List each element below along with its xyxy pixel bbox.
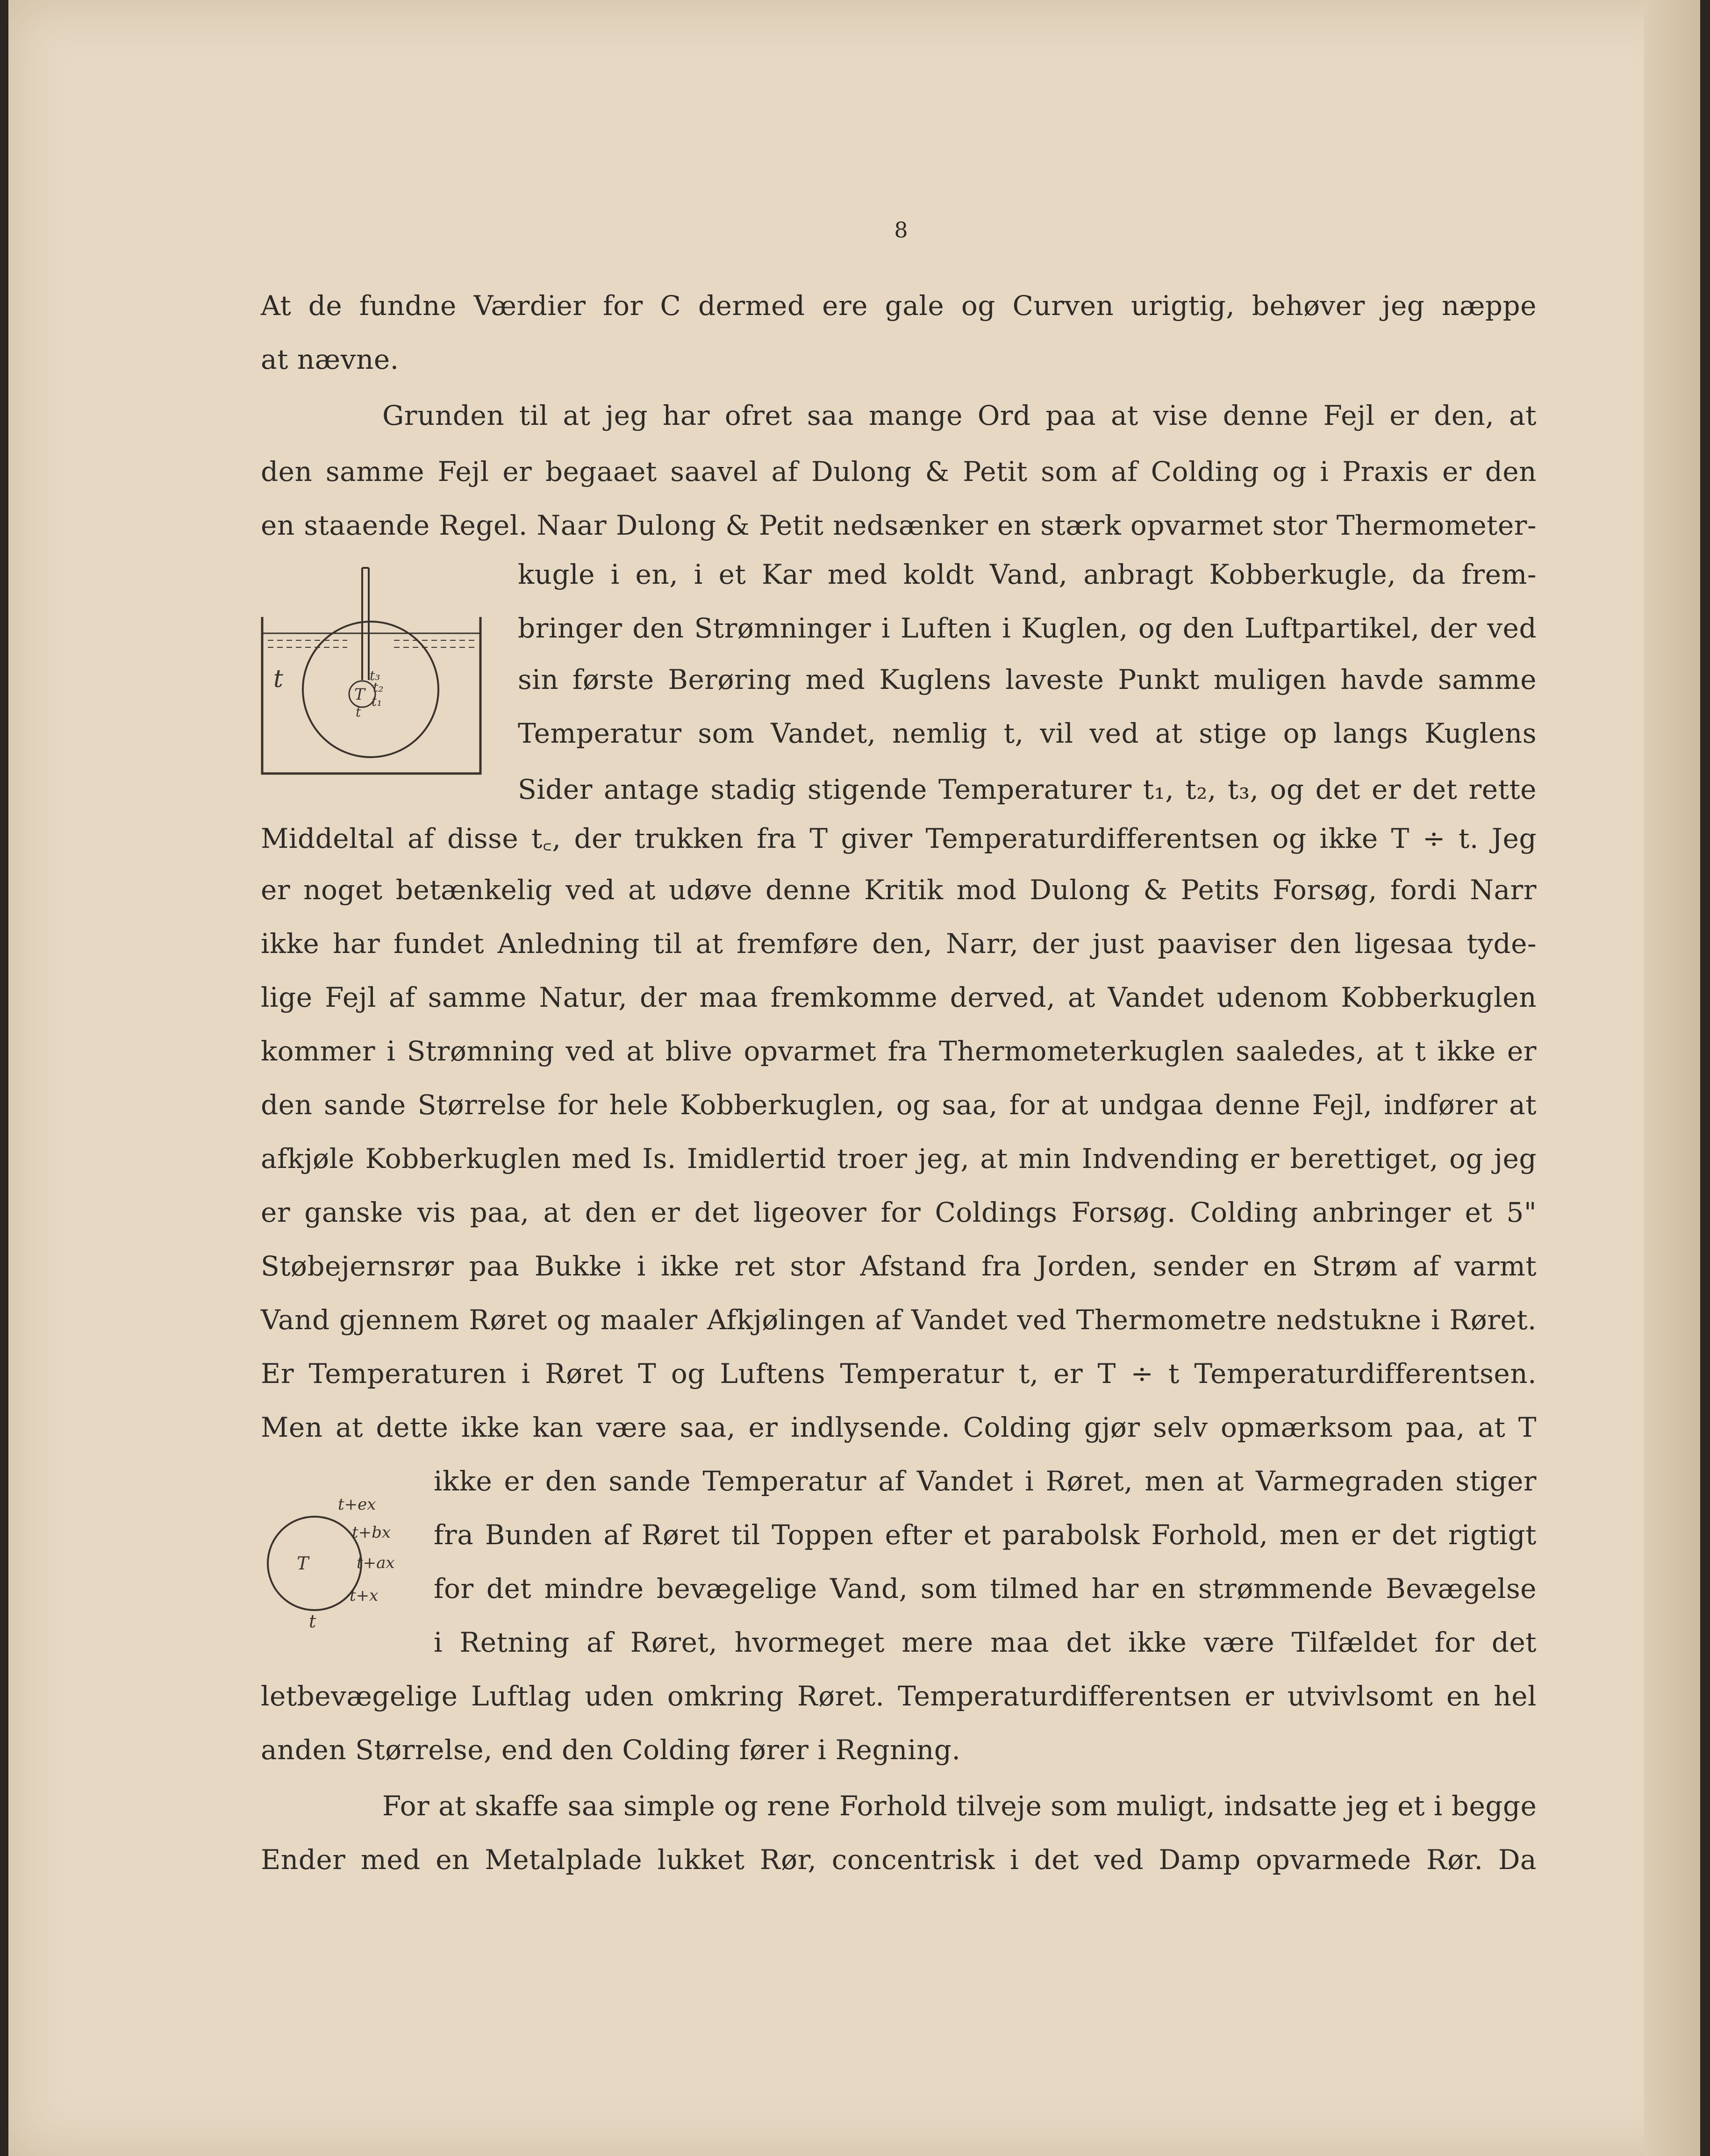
text-line: lige Fejl af samme Natur, der maa fremkomme derved, at Vandet udenom Kobberkuglen [261,981,1537,1013]
label-t-outer: t [273,665,283,693]
text-line: afkjøle Kobberkuglen med Is. Imidlertid troer jeg, at min Indvending er berettiget, og jeg [261,1143,1537,1175]
text-line: ikke har fundet Anledning til at fremføre den, Narr, der just paaviser den ligesaa tyde- [261,928,1537,960]
text-line: en staaende Regel. Naar Dulong & Petit nedsænker en stærk opvarmet stor Thermometer- [261,509,1537,541]
label-t-ex: t+ex [338,1495,376,1514]
label-t1: t₁ [372,694,382,709]
text-line: Støbejernsrør paa Bukke i ikke ret stor Afstand fra Jorden, sender en Strøm af varmt [261,1250,1537,1282]
text-line: Sider antage stadig stigende Temperaturer t₁, t₂, t₃, og det er det rette [518,774,1537,805]
text-line: Men at dette ikke kan være saa, er indlysende. Colding gjør selv opmærksom paa, at T [261,1411,1537,1443]
label-t-x: t+x [350,1586,379,1605]
text-line: for det mindre bevægelige Vand, som tilmed har en strømmende Bevægelse [434,1573,1537,1604]
text-line: den samme Fejl er begaaet saavel af Dulong & Petit som af Colding og i Praxis er den [261,456,1537,487]
figure-pipe-section [258,1486,427,1636]
label-t-ax: t+ax [357,1554,395,1572]
text-line: bringer den Strømninger i Luften i Kuglen, og den Luftpartikel, der ved [518,612,1537,644]
text-line: Vand gjennem Røret og maaler Afkjølingen af Vandet ved Thermometre nedstukne i Røret. [261,1304,1537,1336]
text-line: Ender med en Metalplade lukket Rør, concentrisk i det ved Damp opvarmede Rør. Da [261,1844,1537,1876]
text-line: kugle i en, i et Kar med koldt Vand, anbragt Kobberkugle, da frem- [518,559,1537,590]
text-line: anden Størrelse, end den Colding fører i Regning. [261,1734,961,1766]
text-line: er noget betænkelig ved at udøve denne Kritik mod Dulong & Petits Forsøg, fordi Narr [261,874,1537,906]
text-line: kommer i Strømning ved at blive opvarmet fra Thermometerkuglen saaledes, at t ikke er [261,1035,1537,1067]
label-t-bx: t+bx [352,1523,391,1542]
label-t-bottom: t [309,1611,316,1632]
page-number: 8 [894,217,908,243]
text-line: at nævne. [261,344,399,375]
text-line: fra Bunden af Røret til Toppen efter et parabolsk Forhold, men er det rigtigt [434,1519,1537,1551]
label-T: T [297,1553,309,1574]
text-line: Middeltal af disse t꜀, der trukken fra T giver Temperaturdifferentsen og ikke T ÷ t. Jeg [261,823,1537,854]
book-page [8,0,1700,2156]
label-t3: t₃ [370,668,380,683]
label-t2: t₂ [373,680,384,695]
text-line: er ganske vis paa, at den er det ligeover for Coldings Forsøg. Colding anbringer et 5" [261,1196,1537,1228]
text-line: i Retning af Røret, hvormeget mere maa det ikke være Tilfældet for det [434,1626,1537,1658]
text-line: letbevægelige Luftlag uden omkring Røret. Temperaturdifferentsen er utvivlsomt en hel [261,1680,1537,1712]
figure-vessel-sphere [258,568,483,778]
text-line: Er Temperaturen i Røret T og Luftens Temperatur t, er T ÷ t Temperaturdifferentsen. [261,1358,1537,1390]
page-edge [1644,0,1700,2156]
text-line: At de fundne Værdier for C dermed ere gale og Curven urigtig, behøver jeg næppe [261,290,1537,322]
label-T: T [354,685,365,704]
text-line: ikke er den sande Temperatur af Vandet i Røret, men at Varmegraden stiger [434,1465,1537,1497]
text-line: sin første Berøring med Kuglens laveste Punkt muligen havde samme [518,664,1537,695]
text-line: Temperatur som Vandet, nemlig t, vil ved at stige op langs Kuglens [518,717,1537,749]
text-line: For at skaffe saa simple og rene Forhold tilveje som muligt, indsatte jeg et i begge [382,1790,1537,1822]
label-t-inner: t [356,704,361,720]
text-line: Grunden til at jeg har ofret saa mange Ord paa at vise denne Fejl er den, at [382,400,1537,431]
text-line: den sande Størrelse for hele Kobberkuglen, og saa, for at undgaa denne Fejl, indfører at [261,1089,1537,1121]
